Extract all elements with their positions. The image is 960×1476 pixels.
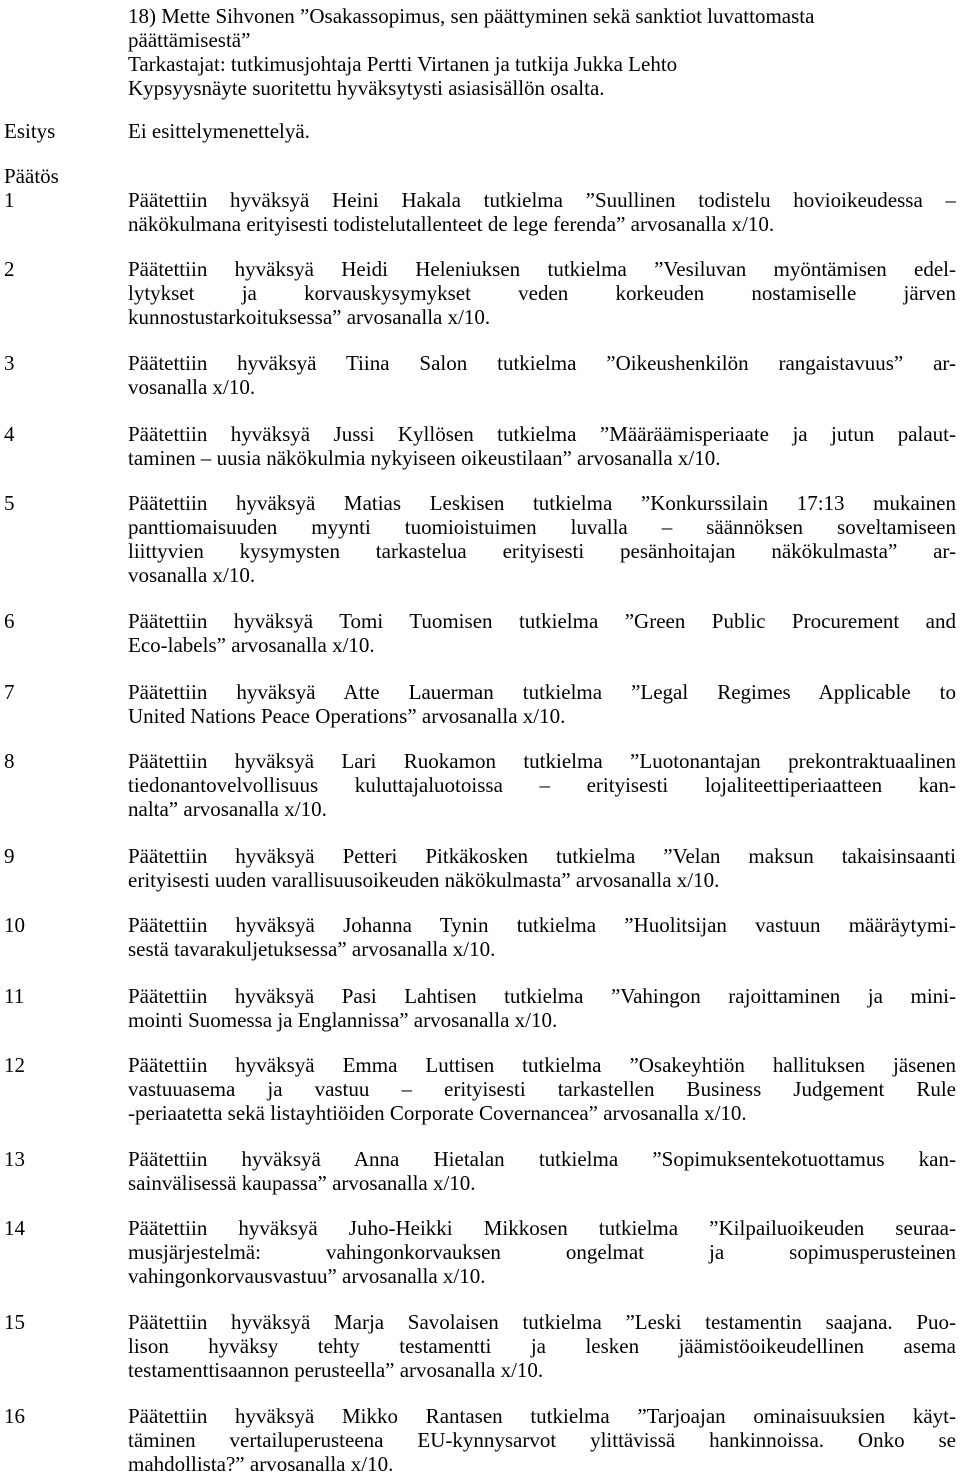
item-line: Päätettiin hyväksyä Tiina Salon tutkielma ”Oikeushenkilön rangaistavuus” ar- xyxy=(128,351,956,375)
item-line: näkökulmana erityisesti todistelutallenteet de lege ferenda” arvosanalla x/10. xyxy=(128,212,775,236)
header-line: 18) Mette Sihvonen ”Osakassopimus, sen päättyminen sekä sanktiot luvattomasta xyxy=(128,4,815,28)
item-text xyxy=(128,1404,956,1476)
item-line: Päätettiin hyväksyä Juho-Heikki Mikkosen tutkielma ”Kilpailuoikeuden seuraa- xyxy=(128,1216,956,1240)
item-text xyxy=(128,1053,956,1125)
item-line: Päätettiin hyväksyä Tomi Tuomisen tutkielma ”Green Public Procurement and xyxy=(128,609,956,633)
item-text xyxy=(128,680,956,728)
item-text xyxy=(128,749,956,821)
paatos-label: Päätös xyxy=(4,164,59,188)
item-number: 8 xyxy=(4,749,15,773)
item-line: vosanalla x/10. xyxy=(128,375,256,399)
item-text xyxy=(128,1147,956,1195)
item-text xyxy=(128,188,956,236)
item-line: nalta” arvosanalla x/10. xyxy=(128,797,327,821)
item-text xyxy=(128,609,956,657)
item-text xyxy=(128,913,956,961)
item-number: 10 xyxy=(4,913,25,937)
item-line: Päätettiin hyväksyä Johanna Tynin tutkielma ”Huolitsijan vastuun määräytymi- xyxy=(128,913,956,937)
item-line: Päätettiin hyväksyä Lari Ruokamon tutkielma ”Luotonantajan prekontraktuaalinen xyxy=(128,749,956,773)
item-line: Päätettiin hyväksyä Heidi Heleniuksen tutkielma ”Vesiluvan myöntämisen edel- xyxy=(128,257,956,281)
item-line: Päätettiin hyväksyä Petteri Pitkäkosken tutkielma ”Velan maksun takaisinsaanti xyxy=(128,844,956,868)
item-text xyxy=(128,422,956,470)
item-line: liittyvien kysymysten tarkastelua erityisesti pesänhoitajan näkökulmasta” ar- xyxy=(128,539,956,563)
item-number: 5 xyxy=(4,491,15,515)
item-line: täminen vertailuperusteena EU-kynnysarvot ylittävissä hankinnoissa. Onko se xyxy=(128,1428,956,1452)
item-text xyxy=(128,844,956,892)
item-number: 9 xyxy=(4,844,15,868)
item-line: panttiomaisuuden myynti tuomioistuimen luvalla – säännöksen soveltamiseen xyxy=(128,515,956,539)
item-line: Päätettiin hyväksyä Pasi Lahtisen tutkielma ”Vahingon rajoittaminen ja mini- xyxy=(128,984,956,1008)
item-number: 14 xyxy=(4,1216,25,1240)
item-text xyxy=(128,1216,956,1288)
item-line: vahingonkorvausvastuu” arvosanalla x/10. xyxy=(128,1264,486,1288)
item-line: Päätettiin hyväksyä Atte Lauerman tutkielma ”Legal Regimes Applicable to xyxy=(128,680,956,704)
item-line: kunnostustarkoituksessa” arvosanalla x/10. xyxy=(128,305,491,329)
item-number: 3 xyxy=(4,351,15,375)
item-line: Päätettiin hyväksyä Marja Savolaisen tutkielma ”Leski testamentin saajana. Puo- xyxy=(128,1310,956,1334)
item-line: lytykset ja korvauskysymykset veden korkeuden nostamiselle järven xyxy=(128,281,956,305)
item-line: tiedonantovelvollisuus kuluttajaluotoissa – erityisesti lojaliteettiperiaatteen kan- xyxy=(128,773,956,797)
document-header xyxy=(128,4,956,100)
item-line: Päätettiin hyväksyä Emma Luttisen tutkielma ”Osakeyhtiön hallituksen jäsenen xyxy=(128,1053,956,1077)
item-line: sainvälisessä kaupassa” arvosanalla x/10. xyxy=(128,1171,476,1195)
item-line: Päätettiin hyväksyä Mikko Rantasen tutkielma ”Tarjoajan ominaisuuksien käyt- xyxy=(128,1404,956,1428)
item-line: sestä tavarakuljetuksessa” arvosanalla x/10. xyxy=(128,937,496,961)
header-line: päättämisestä” xyxy=(128,28,251,52)
item-line: lison hyväksy tehty testamentti ja lesken jäämistöoikeudellinen asema xyxy=(128,1334,956,1358)
item-line: musjärjestelmä: vahingonkorvauksen ongelmat ja sopimusperusteinen xyxy=(128,1240,956,1264)
item-line: -periaatetta sekä listayhtiöiden Corporate Covernancea” arvosanalla x/10. xyxy=(128,1101,747,1125)
item-line: Eco-labels” arvosanalla x/10. xyxy=(128,633,375,657)
header-line: Tarkastajat: tutkimusjohtaja Pertti Virtanen ja tutkija Jukka Lehto xyxy=(128,52,678,76)
item-number: 12 xyxy=(4,1053,25,1077)
item-number: 7 xyxy=(4,680,15,704)
item-text xyxy=(128,351,956,399)
esitys-label: Esitys xyxy=(4,119,56,143)
item-line: United Nations Peace Operations” arvosanalla x/10. xyxy=(128,704,566,728)
esitys-text: Ei esittelymenettelyä. xyxy=(128,119,310,143)
item-line: Päätettiin hyväksyä Jussi Kyllösen tutkielma ”Määräämisperiaate ja jutun palaut- xyxy=(128,422,956,446)
item-number: 16 xyxy=(4,1404,25,1428)
item-text xyxy=(128,1310,956,1382)
item-line: Päätettiin hyväksyä Matias Leskisen tutkielma ”Konkurssilain 17:13 mukainen xyxy=(128,491,956,515)
item-number: 15 xyxy=(4,1310,25,1334)
item-line: vosanalla x/10. xyxy=(128,563,256,587)
item-line: taminen – uusia näkökulmia nykyiseen oikeustilaan” arvosanalla x/10. xyxy=(128,446,721,470)
item-number: 13 xyxy=(4,1147,25,1171)
item-line: testamenttisaannon perusteella” arvosanalla x/10. xyxy=(128,1358,544,1382)
item-text xyxy=(128,984,956,1032)
item-number: 1 xyxy=(4,188,15,212)
item-number: 6 xyxy=(4,609,15,633)
item-line: mointi Suomessa ja Englannissa” arvosanalla x/10. xyxy=(128,1008,558,1032)
item-line: erityisesti uuden varallisuusoikeuden näkökulmasta” arvosanalla x/10. xyxy=(128,868,720,892)
item-line: mahdollista?” arvosanalla x/10. xyxy=(128,1452,394,1476)
item-number: 4 xyxy=(4,422,15,446)
header-line: Kypsyysnäyte suoritettu hyväksytysti asiasisällön osalta. xyxy=(128,76,605,100)
item-number: 2 xyxy=(4,257,15,281)
item-line: Päätettiin hyväksyä Anna Hietalan tutkielma ”Sopimuksentekotuottamus kan- xyxy=(128,1147,956,1171)
item-number: 11 xyxy=(4,984,25,1008)
item-text xyxy=(128,257,956,329)
item-line: vastuuasema ja vastuu – erityisesti tarkastellen Business Judgement Rule xyxy=(128,1077,956,1101)
item-line: Päätettiin hyväksyä Heini Hakala tutkielma ”Suullinen todistelu hovioikeudessa – xyxy=(128,188,956,212)
item-text xyxy=(128,491,956,587)
